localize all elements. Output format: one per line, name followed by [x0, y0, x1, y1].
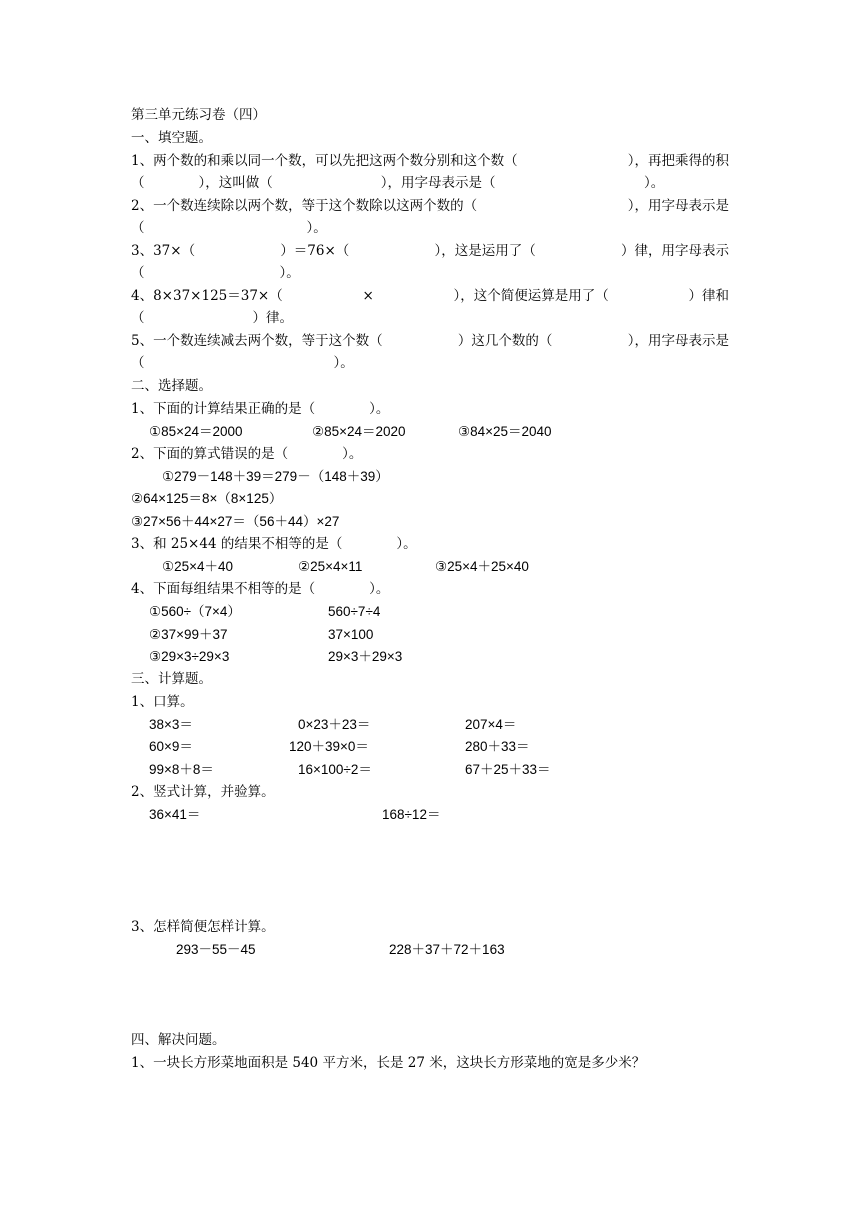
- oral-r2-c1: 60×9＝: [149, 739, 193, 754]
- oral-r1-c1: 38×3＝: [149, 717, 193, 732]
- oral-r2-c2: 120＋39×0＝: [289, 739, 369, 754]
- oral-r1-c3: 207×4＝: [465, 717, 517, 732]
- oral-r2-c3: 280＋33＝: [465, 739, 530, 754]
- simplify-calc-1: 293－55－45: [176, 942, 256, 957]
- calc-sub3-heading: 3、怎样简便怎样计算。: [131, 919, 275, 935]
- choice-q4-row3-left: ③29×3÷29×3: [149, 649, 230, 664]
- oral-r3-c3: 67＋25＋33＝: [465, 762, 551, 777]
- fill-q3-text-a: 3、37×（: [131, 243, 196, 259]
- fill-q1-line1: [131, 152, 729, 170]
- fill-q3-text-d: ）律，用字母表示: [621, 243, 729, 259]
- choice-q4-row1-left: ①560÷（7×4）: [149, 604, 241, 619]
- choice-q4-row3-right: 29×3＋29×3: [328, 649, 403, 664]
- choice-q3-option-1: ①25×4＋40: [162, 559, 234, 574]
- fill-q2-text-b: ），用字母表示是: [627, 198, 729, 214]
- oral-r3-c2: 16×100÷2＝: [298, 762, 372, 777]
- choice-q4-row2-left: ②37×99＋37: [149, 627, 228, 642]
- problem-q1: 1、一块长方形菜地面积是 540 平方米，长是 27 米，这块长方形菜地的宽是多少米？: [131, 1055, 646, 1071]
- fill-q3-line2: （ ）。: [131, 265, 300, 281]
- choice-q1-option-1: ①85×24＝2000: [149, 424, 243, 439]
- calc-sub2-heading: 2、竖式计算，并验算。: [131, 784, 275, 800]
- fill-q4-line2: （ ）律。: [131, 310, 293, 326]
- fill-q1-text-a: 1、两个数的和乘以同一个数，可以先把这两个数分别和这个数（: [131, 153, 518, 169]
- vertical-calc-1: 36×41＝: [149, 807, 201, 822]
- worksheet-title: 第三单元练习卷（四）: [131, 107, 266, 123]
- fill-q2-text-a: 2、一个数连续除以两个数，等于这个数除以这两个数的（: [131, 198, 478, 214]
- fill-q4-text-a: 4、8×37×125＝37×（: [131, 288, 283, 304]
- section-2-heading: 二、选择题。: [131, 378, 212, 394]
- fill-q4-text-b: ×: [362, 288, 374, 304]
- fill-q4-text-c: ），这个简便运算是用了（: [453, 288, 609, 304]
- choice-q2-option-1: ①279－148＋39＝279－（148＋39）: [162, 469, 389, 484]
- choice-q2-option-3: ③27×56＋44×27＝（56＋44）×27: [131, 514, 340, 529]
- section-1-heading: 一、填空题。: [131, 130, 212, 146]
- vertical-calc-2: 168÷12＝: [382, 807, 441, 822]
- fill-q3-line1: [131, 242, 729, 260]
- fill-q4-text-d: ）律和: [688, 288, 729, 304]
- oral-r1-c2: 0×23＋23＝: [298, 717, 371, 732]
- choice-q3: 3、和 25×44 的结果不相等的是（ ）。: [131, 536, 417, 552]
- oral-r3-c1: 99×8＋8＝: [149, 762, 214, 777]
- choice-q1: 1、下面的计算结果正确的是（ ）。: [131, 401, 390, 417]
- choice-q2-option-2: ②64×125＝8×（8×125）: [131, 491, 283, 506]
- choice-q1-option-3: ③84×25＝2040: [458, 424, 552, 439]
- fill-q2-line1: [131, 197, 729, 215]
- fill-q5-line2: （ ）。: [131, 355, 354, 371]
- choice-q4: 4、下面每组结果不相等的是（ ）。: [131, 581, 390, 597]
- choice-q4-row2-right: 37×100: [328, 627, 374, 642]
- simplify-calc-2: 228＋37＋72＋163: [389, 942, 505, 957]
- calc-sub1-heading: 1、口算。: [131, 694, 194, 710]
- choice-q3-option-3: ③25×4＋25×40: [435, 559, 529, 574]
- fill-q5-text-c: ），用字母表示是: [627, 333, 729, 349]
- fill-q3-text-c: ），这是运用了（: [434, 243, 536, 259]
- fill-q5-line1: [131, 332, 729, 350]
- fill-q2-line2: （ ）。: [131, 220, 327, 236]
- fill-q1-line2: （ ），这叫做（ ），用字母表示是（ ）。: [131, 175, 665, 191]
- choice-q4-row1-right: 560÷7÷4: [328, 604, 381, 619]
- choice-q1-option-2: ②85×24＝2020: [312, 424, 406, 439]
- fill-q3-text-b: ）＝76×（: [280, 243, 350, 259]
- section-3-heading: 三、计算题。: [131, 671, 212, 687]
- fill-q5-text-a: 5、一个数连续减去两个数，等于这个数（: [131, 333, 383, 349]
- choice-q2: 2、下面的算式错误的是（ ）。: [131, 446, 363, 462]
- fill-q4-line1: [131, 287, 729, 305]
- fill-q5-text-b: ）这几个数的（: [457, 333, 553, 349]
- choice-q3-option-2: ②25×4×11: [298, 559, 363, 574]
- section-4-heading: 四、解决问题。: [131, 1032, 226, 1048]
- fill-q1-text-b: ），再把乘得的积: [627, 153, 729, 169]
